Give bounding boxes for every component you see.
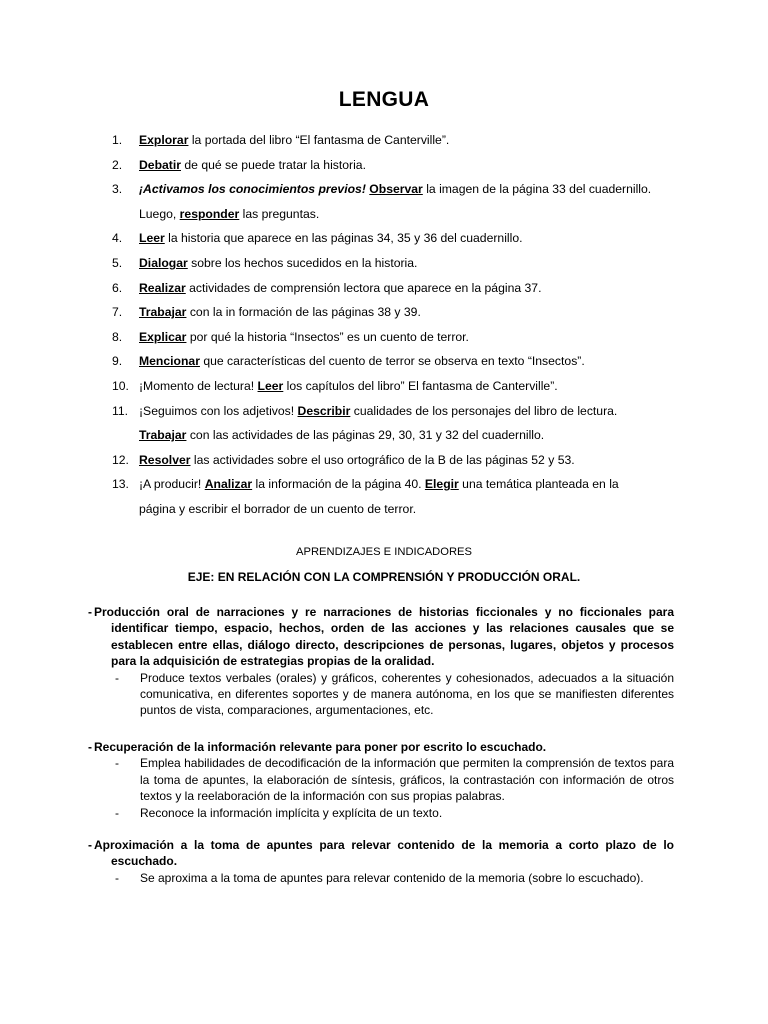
indicator-item (88, 805, 674, 821)
learning-objective-text: Recuperación de la información relevante para poner por escrito lo escuchado. (94, 740, 547, 754)
bullet-marker: - (115, 805, 119, 820)
dash-marker: - (88, 605, 92, 619)
learning-objective (88, 739, 674, 755)
indicator-item (88, 755, 674, 804)
task-line (139, 128, 672, 153)
task-line (139, 300, 672, 325)
task-text: las preguntas. (239, 206, 320, 221)
task-text: actividades de comprensión lectora que aparece en la página 37. (185, 280, 542, 295)
task-text: por qué la historia “Insectos” es un cuento de terror. (186, 329, 469, 344)
task-number: 11. (112, 403, 129, 418)
page-title: LENGUA (338, 88, 430, 111)
learning-objective-text: Producción oral de narraciones y re narraciones de historias ficcionales y no ficcionales para identificar tiempo, espacio, hechos, orden de las acciones y las relaciones causales que se establecen entre ellas, diálogo directo, descripciones de personas, lugares, objetos y procesos para la adquisición de estrategias propias de la oralidad. (94, 605, 674, 669)
task-item (112, 374, 672, 399)
task-verb: Realizar (139, 280, 186, 295)
task-item (112, 153, 672, 178)
task-number: 6. (112, 280, 123, 295)
bullet-marker: - (115, 670, 119, 685)
indicator-text: Reconoce la información implícita y explícita de un texto. (140, 805, 443, 820)
task-item (112, 276, 672, 301)
task-item (112, 399, 672, 448)
task-number: 4. (112, 231, 123, 246)
dash-marker: - (88, 838, 92, 852)
indicator-item (88, 870, 674, 886)
axis-heading: EJE: EN RELACIÓN CON LA COMPRENSIÓN Y PRODUCCIÓN ORAL. (187, 570, 581, 584)
task-item (112, 177, 672, 226)
task-line (139, 226, 672, 251)
task-number: 2. (112, 157, 123, 172)
task-line (139, 349, 672, 374)
task-line (139, 202, 672, 227)
task-intro: Luego, (139, 206, 180, 221)
task-item (112, 472, 672, 521)
task-item (112, 226, 672, 251)
task-text: de qué se puede tratar la historia. (181, 157, 366, 172)
bullet-marker: - (115, 756, 119, 771)
task-text: las actividades sobre el uso ortográfico de la B de las páginas 52 y 53. (190, 452, 575, 467)
task-text: con la in formación de las páginas 38 y 39. (186, 305, 421, 320)
learning-objective (88, 604, 674, 670)
dash-marker: - (88, 740, 92, 754)
task-verb: Trabajar (139, 428, 187, 443)
task-number: 5. (112, 255, 123, 270)
task-text: la imagen de la página 33 del cuadernillo. (422, 182, 652, 197)
task-number: 8. (112, 329, 123, 344)
task-verb: Describir (297, 403, 351, 418)
learning-block (88, 604, 674, 719)
task-verb: Leer (139, 231, 165, 246)
task-number: 12. (112, 452, 129, 467)
task-text: con las actividades de las páginas 29, 30, 31 y 32 del cuadernillo. (186, 428, 545, 443)
task-verb: Trabajar (139, 305, 187, 320)
task-item (112, 128, 672, 153)
task-line (139, 448, 672, 473)
task-verb: Debatir (139, 157, 181, 172)
task-text: cualidades de los personajes del libro de lectura. (350, 403, 618, 418)
task-text: la información de la página 40. (252, 477, 425, 492)
task-text: que características del cuento de terror se observa en texto “Insectos”. (199, 354, 585, 369)
task-line (139, 276, 672, 301)
task-verb: Analizar (204, 477, 253, 492)
task-verb: Dialogar (139, 255, 188, 270)
task-item (112, 325, 672, 350)
task-number: 7. (112, 305, 123, 320)
task-line (139, 374, 672, 399)
task-list (112, 128, 672, 522)
task-intro: ¡A producir! (139, 477, 205, 492)
indicator-text: Se aproxima a la toma de apuntes para relevar contenido de la memoria (sobre lo escuchado). (140, 870, 644, 885)
task-text: la portada del libro “El fantasma de Canterville”. (188, 133, 450, 147)
task-verb: responder (179, 206, 240, 221)
task-line (139, 472, 672, 497)
task-verb: Observar (369, 182, 423, 197)
learning-block (88, 739, 674, 821)
task-item (112, 251, 672, 276)
task-line (139, 251, 672, 276)
task-text: la historia que aparece en las páginas 34, 35 y 36 del cuadernillo. (164, 231, 523, 246)
task-item (112, 349, 672, 374)
learning-block (88, 837, 674, 886)
task-number: 13. (112, 477, 129, 492)
task-line (139, 399, 672, 424)
task-line (139, 497, 672, 522)
task-intro: ¡Seguimos con los adjetivos! (139, 403, 298, 418)
task-number: 9. (112, 354, 123, 369)
task-text: sobre los hechos sucedidos en la historia. (187, 255, 418, 270)
task-number: 10. (112, 378, 129, 393)
task-line (139, 177, 672, 202)
task-verb: Mencionar (139, 354, 200, 369)
task-text: página y escribir el borrador de un cuento de terror. (139, 501, 417, 516)
indicator-text: Produce textos verbales (orales) y gráficos, coherentes y cohesionados, adecuados a la situación comunicativa, en diferentes soportes y de manera autónoma, en los que se manifiesten diferentes puntos de vista, comparaciones, argumentaciones, etc. (140, 670, 674, 718)
task-line (139, 153, 672, 178)
task-intro: ¡Momento de lectura! (139, 378, 258, 393)
task-text: los capítulos del libro” El fantasma de Canterville”. (283, 378, 558, 393)
task-item (112, 448, 672, 473)
task-verb: Elegir (424, 477, 459, 492)
task-item (112, 300, 672, 325)
indicator-text: Emplea habilidades de decodificación de la información que permiten la comprensión de textos para la toma de apuntes, la elaboración de síntesis, gráficos, la contrastación con información de otros textos y la reelaboración de la información con sus propias palabras. (140, 756, 674, 804)
task-line (139, 325, 672, 350)
task-verb: Leer (257, 378, 284, 393)
section-heading: APRENDIZAJES E INDICADORES (296, 546, 472, 558)
task-verb: Resolver (139, 452, 191, 467)
task-number: 3. (112, 182, 123, 197)
learning-objective (88, 837, 674, 870)
task-verb: Explorar (139, 133, 189, 147)
task-intro: ¡Activamos los conocimientos previos! (139, 182, 366, 197)
bullet-marker: - (115, 870, 119, 885)
task-text: una temática planteada en la (458, 477, 619, 492)
task-line (139, 423, 672, 448)
task-number: 1. (112, 133, 123, 147)
indicator-item (88, 670, 674, 719)
task-verb: Explicar (139, 329, 187, 344)
learning-objective-text: Aproximación a la toma de apuntes para relevar contenido de la memoria a corto plazo de lo escuchado. (94, 838, 674, 869)
